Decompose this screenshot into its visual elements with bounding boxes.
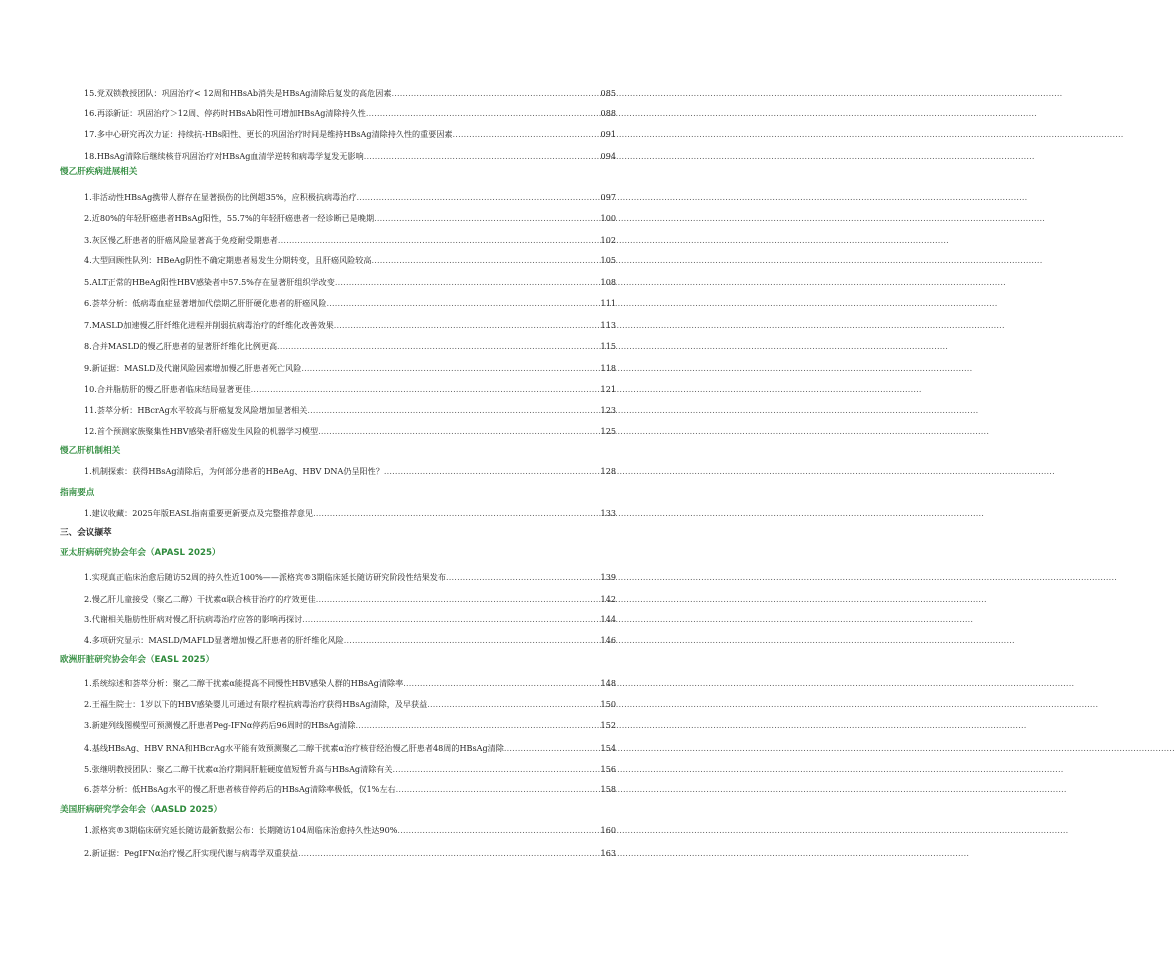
toc-entry-title: 9.新证据：MASLD及代谢风险因素增加慢乙肝患者死亡风险 [84,363,302,373]
toc-page-number: 163 [600,848,616,858]
toc-entry-title: 2.近80%的年轻肝癌患者HBsAg阳性，55.7%的年轻肝癌患者一经诊断已是晚期 [84,213,375,223]
toc-entry[interactable] [84,464,616,478]
toc-entry-title: 12.首个预测家族聚集性HBV感染者肝癌发生风险的机器学习模型 [84,426,319,436]
dot-leader [344,633,600,647]
toc-page-number: 146 [600,635,616,645]
section-heading: 欧洲肝脏研究协会年会（EASL 2025） [60,655,215,665]
dot-leader [307,403,599,417]
toc-page-number: 115 [600,341,616,351]
toc-entry-title: 1.实现真正临床治愈后随访52周的持久性近100%——派格宾®3期临床延长随访研究阶段性结果发布 [84,572,446,582]
toc-entry[interactable] [84,676,616,690]
toc-entry[interactable] [84,633,616,647]
dot-leader [251,382,600,396]
toc-entry[interactable] [84,697,616,711]
dot-leader [392,762,599,776]
section-heading: 慢乙肝机制相关 [60,446,121,456]
dot-leader [504,741,600,755]
toc-entry[interactable] [84,506,616,520]
toc-entry-title: 1.派格宾®3期临床研究延长随访最新数据公布：长期随访104周临床治愈持久性达90% [84,825,398,835]
dot-leader [446,570,600,584]
toc-entry[interactable] [84,403,616,417]
toc-entry-title: 4.大型回顾性队列：HBeAg阴性不确定期患者易发生分期转变，且肝癌风险较高 [84,255,372,265]
toc-entry[interactable] [84,612,616,626]
toc-page-number: 156 [600,764,616,774]
section-heading: 亚太肝病研究协会年会（APASL 2025） [60,548,221,558]
toc-entry[interactable] [84,718,616,732]
dot-leader [403,676,599,690]
toc-entry[interactable] [84,233,616,247]
toc-page-number: 128 [600,466,616,476]
toc-page-number: 091 [600,129,616,139]
toc-entry-title: 5.ALT正常的HBeAg阳性HBV感染者中57.5%存在显著肝组织学改变 [84,277,335,287]
toc-entry-title: 4.基线HBsAg、HBV RNA和HBcrAg水平能有效预测聚乙二醇干扰素α治疗核苷经治慢乙肝患者48周的HBsAg清除 [84,743,504,753]
toc-page-number: 085 [600,88,616,98]
toc-page-number: 105 [600,255,616,265]
dot-leader [356,718,600,732]
toc-entry[interactable] [84,782,616,796]
dot-leader [318,424,599,438]
dot-leader [374,211,599,225]
toc-entry-title: 16.再添新证：巩固治疗＞12周、停药时HBsAb阳性可增加HBsAg清除持久性 [84,108,366,118]
dot-leader [427,697,599,711]
toc-page-number: 111 [600,298,616,308]
toc-page-number: 094 [600,151,616,161]
toc-page-number: 154 [600,743,616,753]
toc-page-number: 139 [600,572,616,582]
toc-page-number: 097 [600,192,616,202]
section-heading: 慢乙肝疾病进展相关 [60,167,138,177]
toc-page-number: 102 [600,235,616,245]
dot-leader [391,86,599,100]
part-heading: 三、会议撷萃 [60,528,112,538]
dot-leader [371,253,599,267]
dot-leader [356,190,599,204]
toc-entry[interactable] [84,211,616,225]
toc-page-number: 142 [600,594,616,604]
toc-entry-title: 8.合并MASLD的慢乙肝患者的显著肝纤维化比例更高 [84,341,278,351]
dot-leader [278,233,600,247]
dot-leader [301,361,599,375]
toc-entry[interactable] [84,296,616,310]
toc-entry-title: 5.张继明教授团队：聚乙二醇干扰素α治疗期间肝脏硬度值短暂升高与HBsAg清除有关 [84,764,393,774]
toc-entry[interactable] [84,741,616,755]
toc-entry[interactable] [84,570,616,584]
toc-entry-title: 15.党双锁教授团队：巩固治疗< 12周和HBsAb消失是HBsAg清除后复发的高危因素 [84,88,392,98]
toc-entry-title: 1.非活动性HBsAg携带人群存在显著损伤的比例超35%，应积极抗病毒治疗 [84,192,357,202]
toc-entry[interactable] [84,424,616,438]
section-heading: 指南要点 [60,488,95,498]
toc-entry-title: 6.荟萃分析：低HBsAg水平的慢乙肝患者核苷停药后的HBsAg清除率极低，仅1%左右 [84,784,396,794]
toc-entry[interactable] [84,106,616,120]
toc-entry-title: 7.MASLD加速慢乙肝纤维化进程并削弱抗病毒治疗的纤维化改善效果 [84,320,334,330]
toc-entry-title: 18.HBsAg清除后继续核苷巩固治疗对HBsAg血清学逆转和病毒学复发无影响 [84,151,364,161]
toc-entry-title: 17.多中心研究再次力证：持续抗-HBs阳性、更长的巩固治疗时间是维持HBsAg清除持久性的重要因素 [84,129,453,139]
dot-leader [313,506,599,520]
toc-page-number: 121 [600,384,616,394]
toc-page-number: 148 [600,678,616,688]
toc-entry-title: 10.合并脂肪肝的慢乙肝患者临床结局显著更佳 [84,384,251,394]
toc-page-number: 118 [600,363,616,373]
dot-leader [364,149,600,163]
toc-page-number: 088 [600,108,616,118]
dot-leader [334,318,600,332]
toc-entry[interactable] [84,592,616,606]
toc-entry-title: 1.建议收藏：2025年版EASL指南重要更新要点及完整推荐意见 [84,508,314,518]
toc-page-number: 158 [600,784,616,794]
toc-entry[interactable] [84,339,616,353]
dot-leader [277,339,600,353]
dot-leader [335,275,600,289]
dot-leader [316,592,600,606]
toc-entry[interactable] [84,86,616,100]
dot-leader [397,823,599,837]
toc-page-number: 125 [600,426,616,436]
toc-page-number: 108 [600,277,616,287]
dot-leader [326,296,599,310]
toc-entry-title: 2.慢乙肝儿童接受（聚乙二醇）干扰素α联合核苷治疗的疗效更佳 [84,594,316,604]
toc-entry-title: 3.灰区慢乙肝患者的肝癌风险显著高于免疫耐受期患者 [84,235,278,245]
toc-entry-title: 6.荟萃分析：低病毒血症显著增加代偿期乙肝肝硬化患者的肝癌风险 [84,298,327,308]
toc-entry-title: 2.王福生院士：1岁以下的HBV感染婴儿可通过有限疗程抗病毒治疗获得HBsAg清除，及早获益 [84,699,428,709]
toc-entry[interactable] [84,823,616,837]
toc-entry[interactable] [84,361,616,375]
dot-leader [384,464,600,478]
toc-page-number: 144 [600,614,616,624]
toc-entry[interactable] [84,275,616,289]
dot-leader [396,782,600,796]
toc-page-number: 123 [600,405,616,415]
dot-leader [366,106,600,120]
toc-entry-title: 2.新证据：PegIFNα治疗慢乙肝实现代谢与病毒学双重获益 [84,848,299,858]
toc-entry-title: 3.代谢相关脂肪性肝病对慢乙肝抗病毒治疗应答的影响再探讨 [84,614,303,624]
dot-leader [453,127,600,141]
toc-entry-title: 1.机制探索：获得HBsAg清除后，为何部分患者的HBeAg、HBV DNA仍呈阳性？ [84,466,384,476]
toc-entry[interactable] [84,190,616,204]
dot-leader [298,846,599,860]
toc-page-number: 160 [600,825,616,835]
toc-entry[interactable] [84,762,616,776]
toc-entry[interactable] [84,149,616,163]
toc-page-number: 133 [600,508,616,518]
dot-leader [302,612,599,626]
section-heading: 美国肝病研究学会年会（AASLD 2025） [60,805,223,815]
toc-entry[interactable] [84,846,616,860]
toc-page-number: 150 [600,699,616,709]
toc-entry[interactable] [84,253,616,267]
toc-entry-title: 1.系统综述和荟萃分析：聚乙二醇干扰素α能提高不同慢性HBV感染人群的HBsAg清除率 [84,678,404,688]
toc-entry[interactable] [84,318,616,332]
toc-entry-title: 3.新建列线图模型可预测慢乙肝患者Peg-IFNα停药后96周时的HBsAg清除 [84,720,356,730]
toc-entry[interactable] [84,127,616,141]
toc-page-number: 152 [600,720,616,730]
toc-entry-title: 4.多项研究显示：MASLD/MAFLD显著增加慢乙肝患者的肝纤维化风险 [84,635,344,645]
toc-entry-title: 11.荟萃分析：HBcrAg水平较高与肝癌复发风险增加显著相关 [84,405,308,415]
toc-entry[interactable] [84,382,616,396]
toc-page-number: 113 [600,320,616,330]
toc-page-number: 100 [600,213,616,223]
